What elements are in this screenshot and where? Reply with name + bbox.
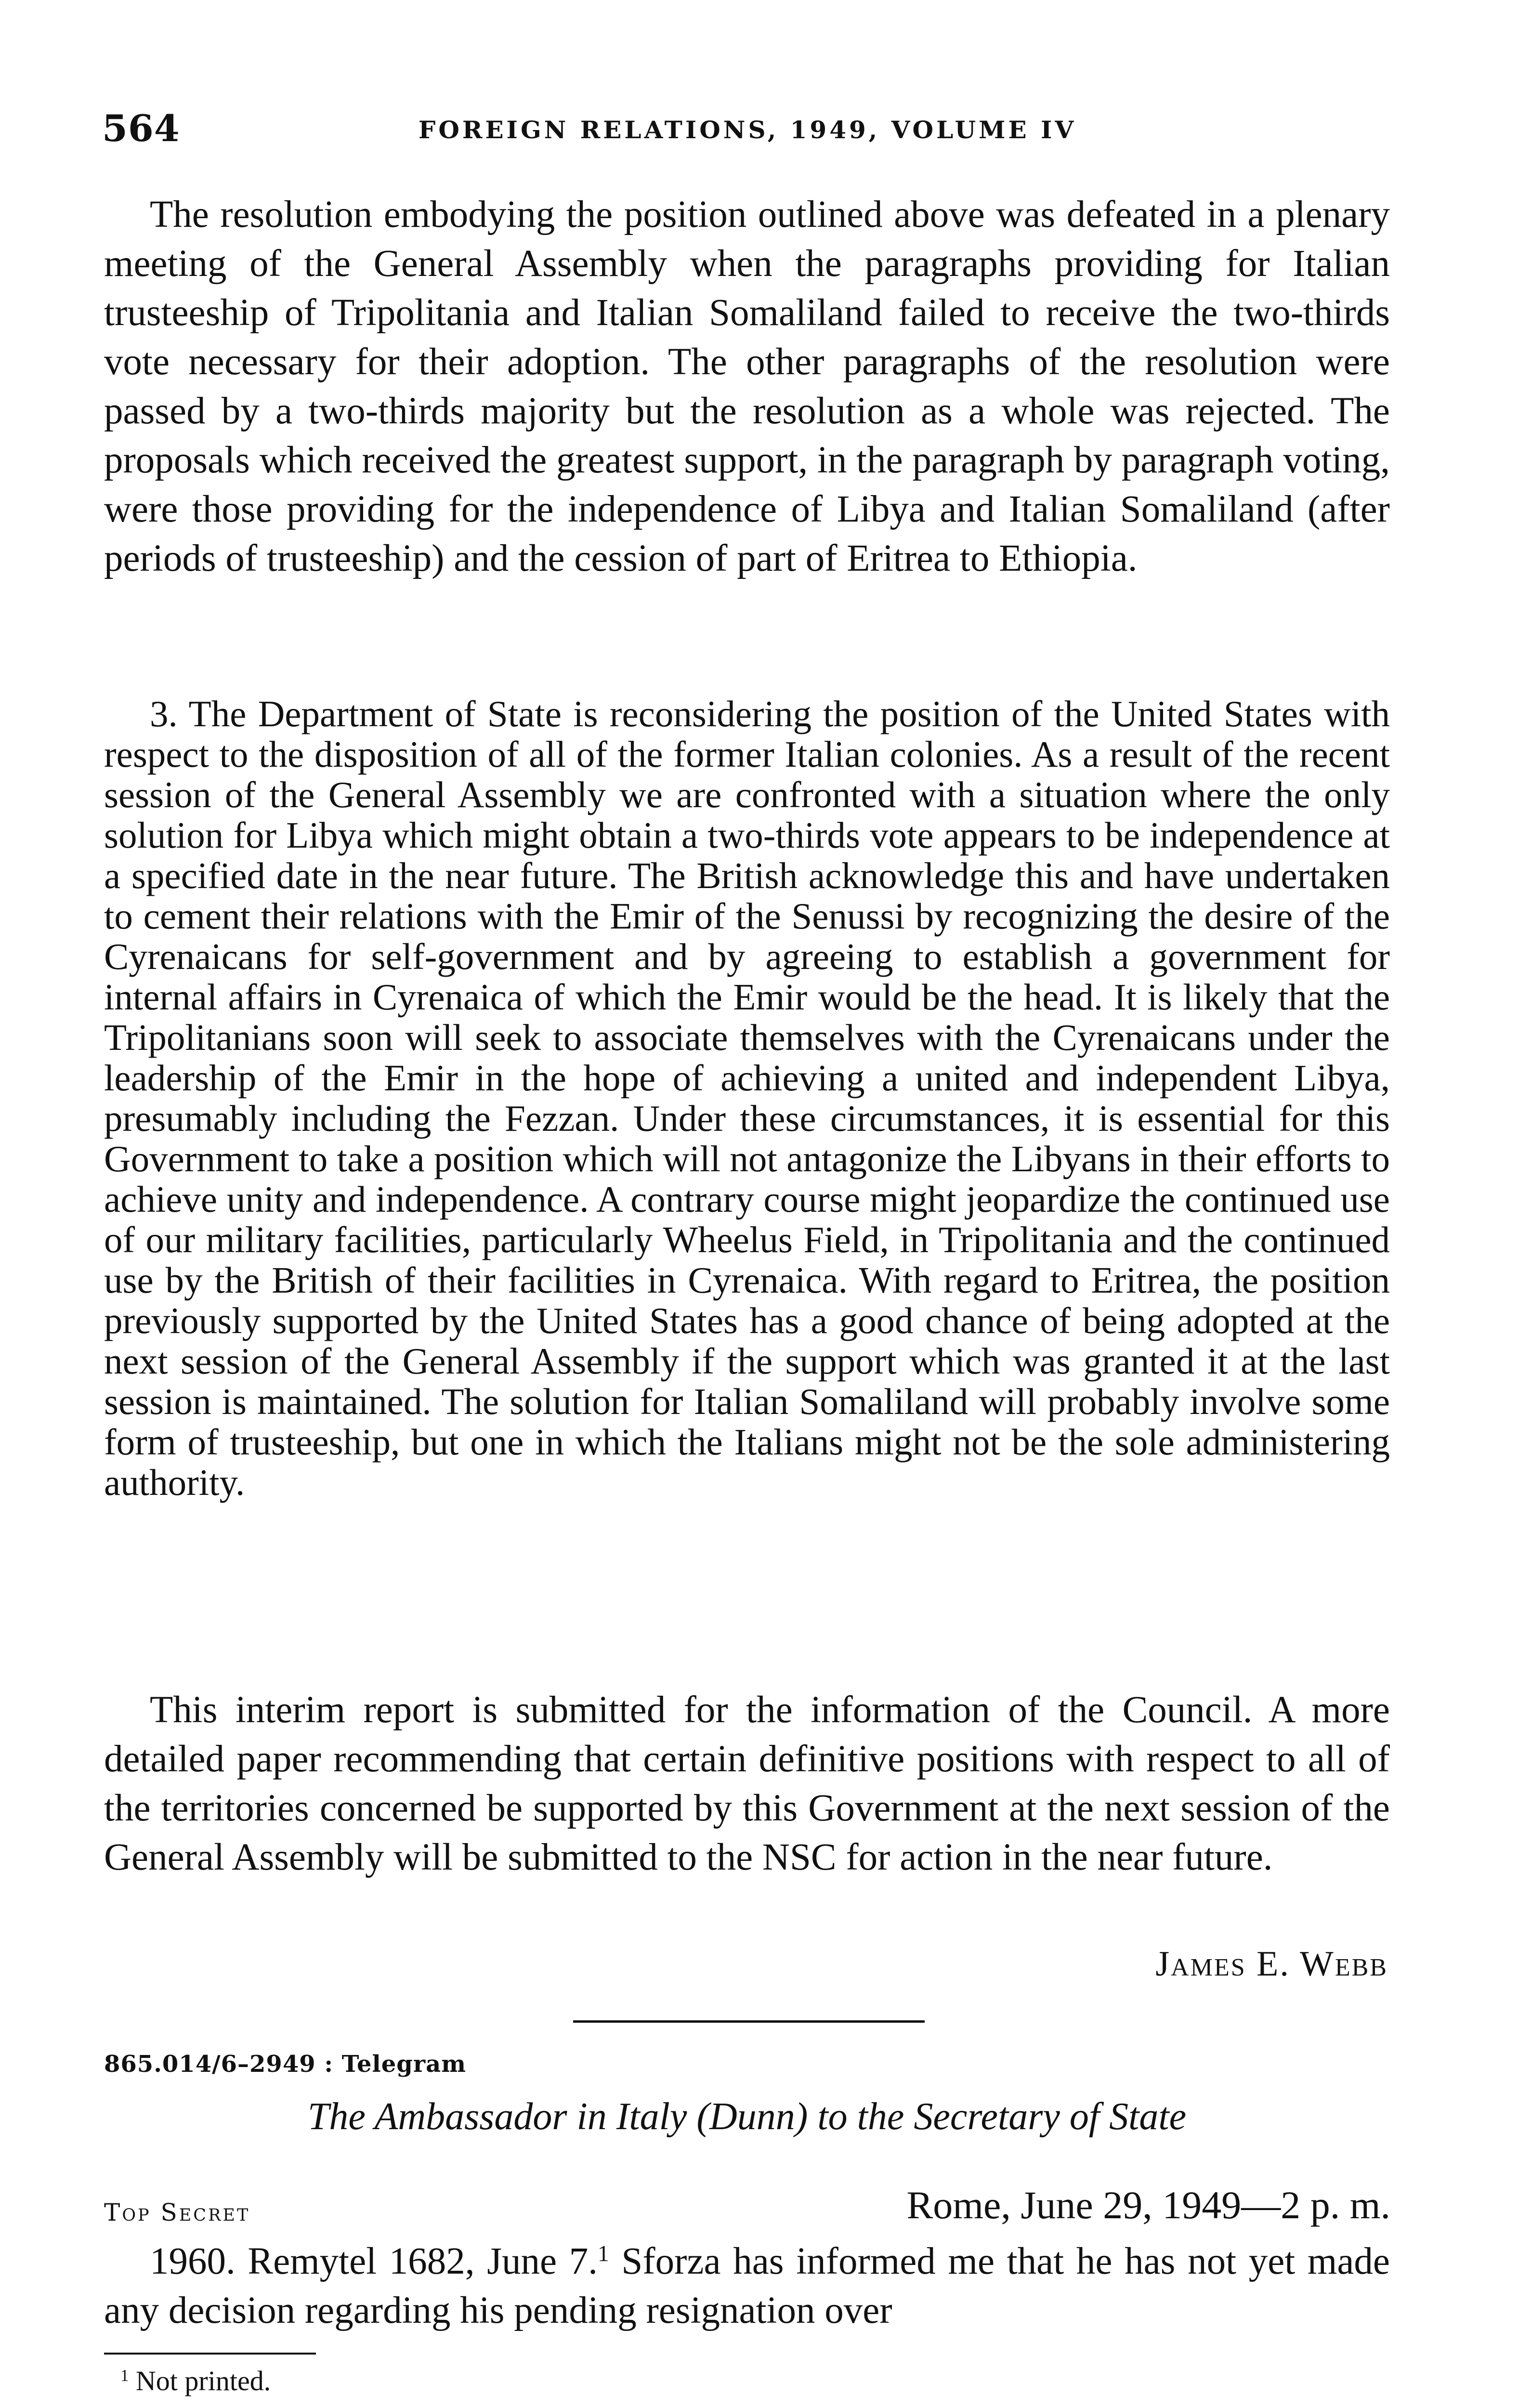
running-head: FOREIGN RELATIONS, 1949, VOLUME IV (418, 116, 1077, 144)
footnote (120, 2365, 271, 2397)
page-number: 564 (102, 107, 180, 150)
paragraph-text: 3. The Department of State is reconsidering the position of the United States with respect to the disposition of all of the former Italian colonies. As a result of the recent session of the General Assembly we are confronted with a situation where the only solution for Libya which might obtain a two-thirds vote appears to be independence at a specified date in the near future. The British acknowledge this and have undertaken to cement their relations with the Emir of the Senussi by recognizing the desire of the Cyrenaicans for self-government and by agreeing to establish a government for internal affairs in Cyrenaica of which the Emir would be the head. It is likely that the Tripolitanians soon will seek to associate themselves with the Cyrenaicans under the leadership of the Emir in the hope of achieving a united and independent Libya, presumably including the Fezzan. Under these circumstances, it is essential for this Government to take a position which will not antagonize the Libyans in their efforts to achieve unity and independence. A contrary course might jeopardize the continued use of our military facilities, particularly Wheelus Field, in Tripolitania and the continued use by the British of their facilities in Cyrenaica. With regard to Eritrea, the position previously supported by the United States has a good chance of being adopted at the next session of the General Assembly if the support which was granted it at the last session is maintained. The solution for Italian Somaliland will probably involve some form of trusteeship, but one in which the Italians might not be the sole administering authority. (104, 693, 1390, 1503)
document-title: The Ambassador in Italy (Dunn) to the Secretary of State (307, 2095, 1187, 2138)
paragraph-telegram-body (104, 2237, 1390, 2335)
file-reference: 865.014/6–2949 : Telegram (104, 2051, 467, 2078)
footnote-reference: 1 (597, 2241, 609, 2266)
classification-label: Top Secret (104, 2199, 250, 2226)
telegram-body-start: 1960. Remytel 1682, June 7. (150, 2240, 598, 2282)
footnote-marker: 1 (120, 2366, 129, 2385)
paragraph-text (104, 2237, 1390, 2335)
paragraph-department-reconsidering (104, 694, 1390, 1503)
page-header (102, 107, 1393, 155)
footnote-rule (104, 2353, 316, 2355)
section-divider (573, 2020, 925, 2023)
paragraph-text: The resolution embodying the position outlined above was defeated in a plenary meeting of the General Assembly when the paragraphs providing for Italian trusteeship of Tripolitania and Italian Somaliland failed to receive the two-thirds vote necessary for their adoption. The other paragraphs of the resolution were passed by a two-thirds majority but the resolution as a whole was rejected. The proposals which received the greatest support, in the paragraph by paragraph voting, were those providing for the independence of Libya and Italian Somaliland (after periods of trusteeship) and the cession of part of Eritrea to Ethiopia. (104, 194, 1390, 579)
telegram-body-continued: Sforza has informed me that he has not yet made any decision regarding his pending resignation over (104, 2240, 1390, 2331)
signature: James E. Webb (1155, 1944, 1388, 1984)
paragraph-text: This interim report is submitted for the information of the Council. A more detailed paper recommending that certain definitive positions with respect to all of the territories concerned be supported by this Government at the next session of the General Assembly will be submitted to the NSC for action in the near future. (104, 1689, 1390, 1878)
paragraph-interim-report (104, 1686, 1390, 1882)
paragraph-resolution-defeat (104, 190, 1390, 583)
footnote-text: Not printed. (129, 2365, 271, 2396)
dateline: Rome, June 29, 1949—2 p. m. (906, 2183, 1390, 2227)
